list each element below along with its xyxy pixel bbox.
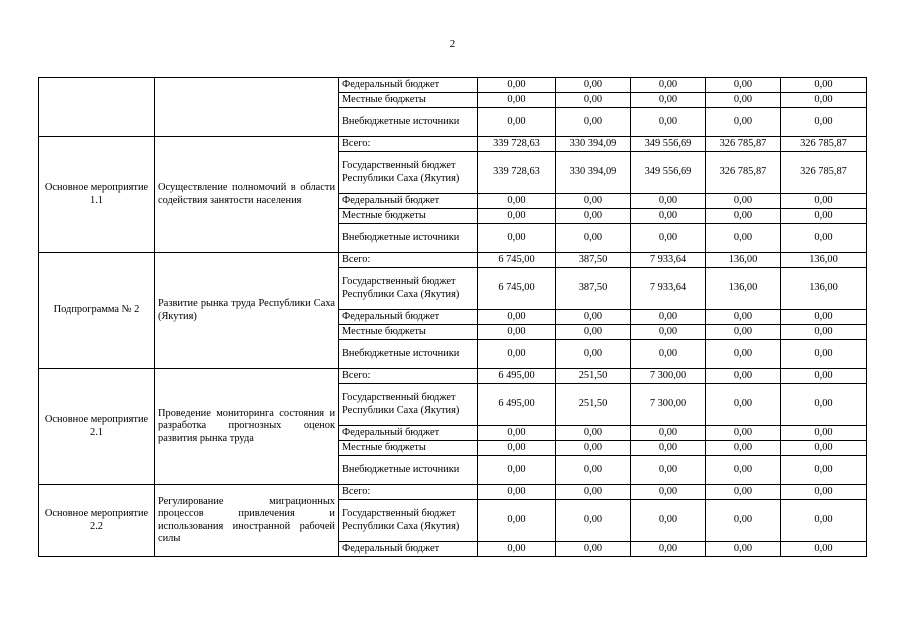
amount-cell: 0,00 [706,108,781,137]
amount-cell: 326 785,87 [781,137,867,152]
amount-cell: 0,00 [781,485,867,500]
funding-source-cell: Всего: [339,485,478,500]
activity-name-cell: Основное мероприятие 1.1 [39,137,155,253]
amount-cell: 136,00 [706,253,781,268]
amount-cell: 326 785,87 [781,152,867,194]
amount-cell: 0,00 [706,369,781,384]
amount-cell: 0,00 [556,485,631,500]
amount-cell: 7 933,64 [631,253,706,268]
amount-cell: 0,00 [781,194,867,209]
amount-cell: 0,00 [556,209,631,224]
table-row [39,253,867,268]
activity-name-cell: Основное мероприятие 2.1 [39,369,155,485]
amount-cell: 326 785,87 [706,137,781,152]
funding-source-cell: Внебюджетные источники [339,108,478,137]
amount-cell: 0,00 [781,108,867,137]
amount-cell: 0,00 [556,310,631,325]
amount-cell: 0,00 [706,325,781,340]
amount-cell: 0,00 [706,456,781,485]
amount-cell: 0,00 [781,456,867,485]
amount-cell: 0,00 [781,542,867,557]
table-row [39,485,867,500]
table-row [39,137,867,152]
page-number: 2 [449,38,456,50]
funding-source-cell: Федеральный бюджет [339,78,478,93]
amount-cell: 0,00 [556,325,631,340]
amount-cell: 0,00 [478,310,556,325]
amount-cell: 0,00 [631,93,706,108]
amount-cell: 0,00 [556,108,631,137]
amount-cell: 0,00 [556,194,631,209]
funding-source-cell: Государственный бюджет Республики Саха (Якутия) [339,384,478,426]
funding-source-cell: Федеральный бюджет [339,542,478,557]
funding-source-cell: Федеральный бюджет [339,426,478,441]
table-row [39,78,867,93]
funding-source-cell: Всего: [339,369,478,384]
amount-cell: 0,00 [478,542,556,557]
table-body [39,78,867,557]
amount-cell: 0,00 [631,500,706,542]
amount-cell: 0,00 [631,78,706,93]
amount-cell: 0,00 [478,224,556,253]
amount-cell: 0,00 [631,325,706,340]
amount-cell: 0,00 [781,426,867,441]
amount-cell: 6 745,00 [478,268,556,310]
amount-cell: 0,00 [556,426,631,441]
amount-cell: 0,00 [556,224,631,253]
activity-description-cell [155,78,339,137]
amount-cell: 349 556,69 [631,137,706,152]
amount-cell: 0,00 [631,426,706,441]
amount-cell: 0,00 [478,78,556,93]
amount-cell: 0,00 [556,93,631,108]
amount-cell: 0,00 [478,456,556,485]
funding-source-cell: Внебюджетные источники [339,224,478,253]
amount-cell: 330 394,09 [556,152,631,194]
amount-cell: 0,00 [706,93,781,108]
funding-source-cell: Местные бюджеты [339,93,478,108]
amount-cell: 0,00 [478,500,556,542]
amount-cell: 0,00 [706,78,781,93]
amount-cell: 136,00 [706,268,781,310]
funding-source-cell: Федеральный бюджет [339,310,478,325]
amount-cell: 0,00 [706,426,781,441]
amount-cell: 0,00 [706,310,781,325]
amount-cell: 0,00 [556,78,631,93]
amount-cell: 0,00 [631,209,706,224]
amount-cell: 0,00 [556,542,631,557]
amount-cell: 0,00 [706,224,781,253]
amount-cell: 339 728,63 [478,137,556,152]
amount-cell: 6 495,00 [478,384,556,426]
amount-cell: 136,00 [781,268,867,310]
amount-cell: 0,00 [631,542,706,557]
amount-cell: 0,00 [478,108,556,137]
amount-cell: 0,00 [781,369,867,384]
activity-name-cell: Подпрограмма № 2 [39,253,155,369]
funding-source-cell: Государственный бюджет Республики Саха (Якутия) [339,500,478,542]
amount-cell: 136,00 [781,253,867,268]
amount-cell: 0,00 [631,441,706,456]
amount-cell: 349 556,69 [631,152,706,194]
amount-cell: 251,50 [556,369,631,384]
amount-cell: 0,00 [631,456,706,485]
amount-cell: 0,00 [781,325,867,340]
amount-cell: 0,00 [781,78,867,93]
amount-cell: 0,00 [478,209,556,224]
amount-cell: 387,50 [556,268,631,310]
activity-description-cell: Осуществление полномочий в области содействия занятости населения [155,137,339,253]
activity-description-cell: Развитие рынка труда Республики Саха (Якутия) [155,253,339,369]
funding-source-cell: Внебюджетные источники [339,456,478,485]
amount-cell: 0,00 [631,340,706,369]
amount-cell: 0,00 [781,310,867,325]
activity-description-cell: Проведение мониторинга состояния и разработка прогнозных оценок развития рынка труда [155,369,339,485]
activity-description-cell: Регулирование миграционных процессов привлечения и использования иностранной рабочей силы [155,485,339,557]
amount-cell: 0,00 [556,456,631,485]
amount-cell: 0,00 [781,441,867,456]
amount-cell: 0,00 [706,441,781,456]
amount-cell: 0,00 [781,384,867,426]
amount-cell: 0,00 [706,340,781,369]
amount-cell: 0,00 [631,485,706,500]
amount-cell: 0,00 [631,194,706,209]
amount-cell: 326 785,87 [706,152,781,194]
amount-cell: 6 745,00 [478,253,556,268]
funding-source-cell: Федеральный бюджет [339,194,478,209]
amount-cell: 0,00 [706,485,781,500]
amount-cell: 387,50 [556,253,631,268]
amount-cell: 0,00 [631,224,706,253]
amount-cell: 0,00 [556,500,631,542]
funding-source-cell: Всего: [339,137,478,152]
amount-cell: 0,00 [781,224,867,253]
amount-cell: 251,50 [556,384,631,426]
activity-name-cell: Основное мероприятие 2.2 [39,485,155,557]
funding-source-cell: Местные бюджеты [339,209,478,224]
amount-cell: 0,00 [781,209,867,224]
amount-cell: 6 495,00 [478,369,556,384]
amount-cell: 0,00 [706,500,781,542]
budget-table [38,77,867,557]
amount-cell: 0,00 [478,325,556,340]
amount-cell: 0,00 [556,441,631,456]
funding-source-cell: Местные бюджеты [339,441,478,456]
funding-source-cell: Местные бюджеты [339,325,478,340]
amount-cell: 0,00 [781,500,867,542]
funding-source-cell: Государственный бюджет Республики Саха (Якутия) [339,268,478,310]
amount-cell: 0,00 [706,542,781,557]
amount-cell: 0,00 [631,310,706,325]
amount-cell: 7 300,00 [631,384,706,426]
amount-cell: 0,00 [631,108,706,137]
amount-cell: 0,00 [781,340,867,369]
activity-name-cell [39,78,155,137]
funding-source-cell: Внебюджетные источники [339,340,478,369]
amount-cell: 0,00 [781,93,867,108]
amount-cell: 0,00 [478,340,556,369]
amount-cell: 0,00 [478,426,556,441]
amount-cell: 0,00 [706,384,781,426]
amount-cell: 0,00 [556,340,631,369]
amount-cell: 0,00 [478,93,556,108]
funding-source-cell: Государственный бюджет Республики Саха (Якутия) [339,152,478,194]
amount-cell: 0,00 [478,441,556,456]
amount-cell: 339 728,63 [478,152,556,194]
amount-cell: 0,00 [478,485,556,500]
funding-source-cell: Всего: [339,253,478,268]
amount-cell: 7 300,00 [631,369,706,384]
amount-cell: 7 933,64 [631,268,706,310]
amount-cell: 0,00 [478,194,556,209]
amount-cell: 0,00 [706,209,781,224]
table-row [39,369,867,384]
amount-cell: 0,00 [706,194,781,209]
amount-cell: 330 394,09 [556,137,631,152]
